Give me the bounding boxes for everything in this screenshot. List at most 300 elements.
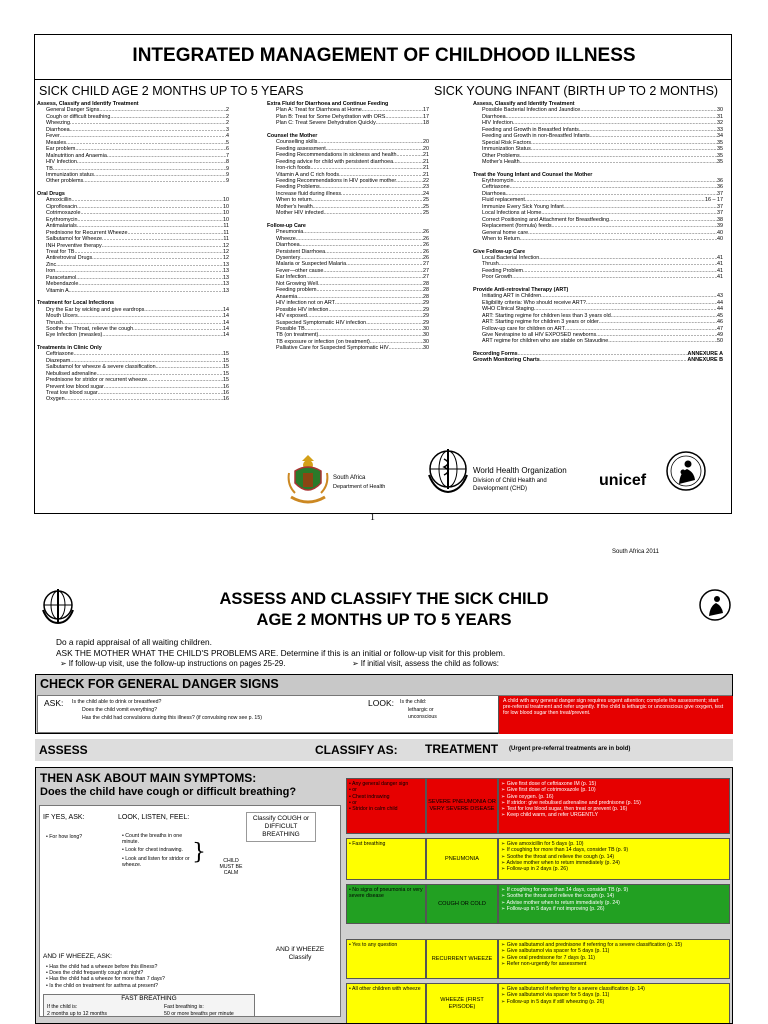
toc-page-ref: 2: [226, 120, 229, 127]
toc-entry-title: Thrush: [46, 319, 63, 326]
toc-page-ref: 13: [223, 274, 229, 281]
toc-page-ref: 30: [423, 338, 429, 345]
toc-entry-title: Wheezing: [46, 120, 70, 127]
header-treatment: TREATMENT: [425, 742, 499, 756]
toc-page-ref: 13: [223, 268, 229, 275]
danger-look-label: LOOK:: [368, 698, 394, 708]
toc-entry-title: INH Preventive therapy: [46, 242, 102, 249]
toc-page-ref: 5: [226, 139, 229, 146]
who-label-2: Division of Child Health and: [473, 478, 547, 484]
toc-group-heading: Treat the Young Infant and Counsel the Mother: [473, 171, 593, 178]
toc-entry-title: Iron: [46, 268, 56, 275]
toc-entry-title: Vitamin A: [46, 287, 69, 294]
toc-entry-title: Wheeze: [276, 235, 296, 242]
danger-signs-body: [37, 695, 732, 733]
toc-page-ref: 31: [717, 113, 723, 120]
toc-page-ref: 17: [423, 107, 429, 114]
toc-page-ref: 26: [423, 254, 429, 261]
danger-look-3: unconscious: [408, 714, 437, 720]
toc-page-ref: 44: [717, 306, 723, 313]
toc-entry-title: Diarrhoea: [276, 242, 300, 249]
assess-title-line-1: ASSESS AND CLASSIFY THE SICK CHILD: [219, 590, 549, 608]
toc-page-ref: 49: [717, 331, 723, 338]
toc-page-ref: 41: [717, 261, 723, 268]
toc-page-ref: 4: [226, 133, 229, 140]
toc-page-ref: 13: [223, 287, 229, 294]
toc-page-ref: 24: [423, 190, 429, 197]
treatment-cell: [498, 983, 730, 1024]
toc-page-ref: 26: [423, 248, 429, 255]
toc-page-ref: ANNEXURE B: [687, 357, 723, 364]
toc-page-ref: 26: [423, 235, 429, 242]
footer-text: South Africa 2011: [612, 549, 659, 555]
toc-entry-title: Diazepam: [46, 357, 71, 364]
toc-page-ref: 9: [226, 171, 229, 178]
toc-entry-title: Fluid replacement: [482, 197, 525, 204]
toc-group-heading: Extra Fluid for Diarrhoea and Continue Feeding: [267, 101, 389, 107]
toc-entry-title: Measles: [46, 139, 67, 146]
toc-page-ref: 14: [223, 325, 229, 332]
toc-entry: [473, 274, 723, 280]
toc-page-ref: 32: [717, 120, 723, 127]
toc-entry-title: Prednisone for stridor or recurrent wheeze: [46, 377, 147, 384]
toc-leader-dots: [389, 345, 423, 351]
toc-page-ref: 46: [717, 319, 723, 326]
toc-page-ref: 13: [223, 281, 229, 288]
toc-entry: [473, 236, 723, 242]
intro-line-3b: ➢ If initial visit, assess the child as follows:: [352, 659, 499, 668]
toc-group-heading: Provide Anti-retroviral Therapy (ART): [473, 286, 569, 293]
toc-entry-title: HIV Infection: [482, 120, 513, 127]
toc-entry-title: HIV exposed: [276, 313, 307, 320]
toc-page-ref: 25: [423, 203, 429, 210]
toc-leader-dots: [512, 274, 717, 280]
toc-entry-title: Treat low blood sugar: [46, 390, 98, 397]
toc-page-ref: 28: [423, 287, 429, 294]
sign-item: • or: [349, 787, 423, 793]
toc-entry-title: Ear Infection: [276, 274, 307, 281]
toc-entry-title: Mother HIV infected: [276, 210, 324, 217]
toc-page-ref: 41: [717, 254, 723, 261]
toc-leader-dots: [324, 210, 423, 216]
fast-c2a: Fast breathing is:: [164, 1004, 204, 1010]
toc-entry-title: Vitamin A and C rich foods: [276, 171, 340, 178]
toc-page-ref: 20: [423, 145, 429, 152]
toc-page-ref: 33: [717, 126, 723, 133]
toc-page-ref: 15: [223, 357, 229, 364]
sign-item: • No signs of pneumonia or very severe disease: [349, 887, 423, 900]
toc-entry-title: Correct Positioning and Attachment for Breastfeeding: [482, 216, 610, 223]
toc-page-ref: 27: [423, 267, 429, 274]
toc-column-1: [37, 101, 229, 403]
toc-entry-title: Dry the Ear by wicking and give eardrops: [46, 306, 145, 313]
danger-signs-box: [35, 674, 733, 734]
toc-page-ref: 9: [226, 178, 229, 185]
toc-column-2: [267, 101, 429, 352]
treatment-item: ➢ Refer non-urgently for assessment: [501, 961, 727, 967]
toc-page-ref: 10: [223, 197, 229, 204]
toc-entry-title: ART: Starting regime for children less than 3 years old: [482, 312, 611, 319]
toc-page-ref: 37: [717, 190, 723, 197]
treatment-cell: [498, 884, 730, 924]
toc-entry-title: TB exposure or infection (on treatment): [276, 338, 370, 345]
toc-page-ref: 44: [717, 299, 723, 306]
toc-page-ref: 13: [223, 261, 229, 268]
toc-entry-title: Treat for TB: [46, 248, 75, 255]
treatment-cell: [498, 778, 730, 834]
classification-cell: SEVERE PNEUMONIA OR VERY SEVERE DISEASE: [426, 778, 498, 834]
toc-page-ref: 35: [717, 152, 723, 159]
look-item: • Count the breaths in one minute.: [122, 833, 192, 845]
toc-entry-title: Feeding Recommendations in sickness and health: [276, 152, 397, 159]
fast-breathing-title: FAST BREATHING: [121, 995, 177, 1002]
toc-entry-title: Cotrimoxazole: [46, 210, 81, 217]
toc-page-ref: 25: [423, 210, 429, 217]
toc-page-ref: 8: [226, 159, 229, 166]
toc-page-ref: 30: [423, 325, 429, 332]
toc-entry-title: Not Growing Well: [276, 280, 318, 287]
toc-page-ref: 15: [223, 377, 229, 384]
toc-entry-title: Persistent Diarrhoea: [276, 248, 326, 255]
treatment-item: ➢ Give salbutamol and prednisone if referring for a severe classification (p. 15): [501, 942, 727, 948]
treatment-item: ➢ Soothe the throat and relieve the cough (p. 14): [501, 893, 727, 899]
toc-group-heading: Treatment for Local Infections: [37, 300, 114, 307]
toc-entry-title: General Danger Signs: [46, 107, 100, 114]
page-title: INTEGRATED MANAGEMENT OF CHILDHOOD ILLNESS: [132, 45, 636, 66]
toc-entry: [473, 338, 723, 344]
sign-item: • Fast breathing: [349, 841, 423, 847]
toc-entry-title: Paracetamol: [46, 274, 77, 281]
who-label-3: Development (CHD): [473, 486, 528, 492]
look-item: • Look and listen for stridor or wheeze.: [122, 856, 192, 868]
toc-page-ref: 29: [423, 306, 429, 313]
toc-entry-title: Diarrhoea: [482, 113, 506, 120]
toc-page-ref: 16 – 17: [705, 197, 723, 204]
toc-entry-title: Local Bacterial Infection: [482, 254, 540, 261]
toc-entry: [267, 120, 429, 126]
toc-page-ref: 28: [423, 280, 429, 287]
signs-cell: [346, 939, 426, 979]
toc-entry-title: Diarrhoea: [46, 126, 70, 133]
toc-page-ref: 29: [423, 300, 429, 307]
toc-entry: [473, 357, 723, 363]
toc-group-heading: Treatments in Clinic Only: [37, 344, 102, 351]
sign-item: • Any general danger sign: [349, 781, 423, 787]
treatment-item: ➢ If stridor: give nebulised adrenaline and prednisone (p. 15): [501, 800, 727, 806]
toc-column-3: [473, 101, 723, 364]
toc-entry-title: Suspected Symptomatic HIV infection: [276, 319, 367, 326]
toc-page-ref: 15: [223, 370, 229, 377]
danger-signs-heading: CHECK FOR GENERAL DANGER SIGNS: [40, 677, 279, 691]
toc-entry-title: Feeding problem: [276, 287, 317, 294]
if-wheeze-label: AND IF WHEEZE, ASK:: [43, 953, 112, 960]
toc-leader-dots: [65, 396, 223, 402]
toc-page-ref: 12: [223, 255, 229, 262]
toc-page-ref: 35: [717, 146, 723, 153]
toc-entry-title: General home care: [482, 229, 529, 236]
treatment-item: ➢ Soothe the throat and relieve the cough (p. 14): [501, 854, 727, 860]
toc-entry-title: Prevent low blood sugar: [46, 383, 104, 390]
toc-page-ref: 15: [223, 364, 229, 371]
toc-entry: [37, 178, 229, 184]
treatment-item: ➢ Give first dose of ceftriaxone IM (p. 15): [501, 781, 727, 787]
divider: [35, 79, 732, 80]
toc-page-ref: 15: [223, 351, 229, 358]
toc-entry: [473, 159, 723, 165]
toc-entry-title: Increase fluid during illness: [276, 190, 342, 197]
toc-entry-title: Possible HIV infection: [276, 306, 329, 313]
toc-page-ref: 35: [717, 159, 723, 166]
toc-entry-title: Other problems: [46, 178, 84, 185]
toc-group-heading: Give Follow-up Care: [473, 248, 526, 255]
cough-question: Does the child have cough or difficult breathing?: [40, 786, 297, 798]
toc-page-ref: 14: [223, 319, 229, 326]
treatment-item: ➢ Advise mother when to return immediately (p. 24): [501, 900, 727, 906]
toc-entry-title: Fever: [46, 133, 60, 140]
danger-look-1: Is the child:: [400, 699, 427, 705]
toc-entry-title: Growth Monitoring Charts: [473, 357, 540, 364]
toc-page-ref: 25: [423, 197, 429, 204]
toc-page-ref: 40: [717, 236, 723, 243]
toc-group-heading: Assess, Classify and Identify Treatment: [37, 101, 139, 107]
toc-entry-title: Ear problem: [46, 146, 76, 153]
treatment-item: ➢ Follow-up in 2 days (p. 26): [501, 866, 727, 872]
toc-entry-title: When to Return: [482, 236, 520, 243]
toc-page-ref: 29: [423, 319, 429, 326]
danger-question-2: Does the child vomit everything?: [82, 707, 157, 713]
treatment-item: ➢ Keep child warm, and refer URGENTLY: [501, 812, 727, 818]
toc-page-ref: 14: [223, 306, 229, 313]
toc-leader-dots: [540, 357, 688, 363]
toc-entry-title: Plan C: Treat Severe Dehydration Quickly: [276, 120, 376, 127]
toc-entry-title: Erythromycin: [46, 216, 78, 223]
toc-page-ref: 50: [717, 338, 723, 345]
fast-c1a: If the child is:: [47, 1004, 78, 1010]
toc-page-ref: 9: [226, 165, 229, 172]
toc-entry: [37, 396, 229, 402]
header-treatment-note: (Urgent pre-referral treatments are in bold): [509, 746, 631, 752]
toc-page-ref: 36: [717, 177, 723, 184]
toc-page-ref: 28: [423, 293, 429, 300]
fast-breathing-box: [43, 994, 255, 1017]
toc-page-ref: 17: [423, 113, 429, 120]
toc-entry-title: Mother's health: [276, 203, 313, 210]
look-item: • Look for chest indrawing.: [122, 847, 192, 853]
toc-page-ref: ANNEXURE A: [687, 350, 723, 357]
toc-page-ref: 39: [717, 223, 723, 230]
toc-entry-title: Prednisone for Recurrent Wheeze: [46, 229, 128, 236]
toc-entry-title: Ceftriaxone: [482, 184, 510, 191]
calm-note: CHILD MUST BE CALM: [219, 858, 243, 877]
toc-page-ref: 21: [423, 171, 429, 178]
treatment-item: ➢ Give salbutamol if referring for a severe classification (p. 14): [501, 986, 727, 992]
toc-page-ref: 26: [423, 229, 429, 236]
toc-page-ref: 36: [717, 184, 723, 191]
toc-page-ref: 10: [223, 216, 229, 223]
toc-entry-title: Feeding Problem: [482, 267, 524, 274]
toc-leader-dots: [69, 288, 223, 294]
toc-entry-title: Other Problems: [482, 152, 520, 159]
toc-entry-title: Possible Bacterial Infection and Jaundice: [482, 107, 581, 114]
toc-page-ref: 41: [717, 274, 723, 281]
sign-item: • Chest indrawing: [349, 794, 423, 800]
treatment-item: ➢ Give oxygen. (p. 16): [501, 794, 727, 800]
toc-page-ref: 14: [223, 313, 229, 320]
sa-label-1: South Africa: [333, 475, 366, 481]
contents-page: [34, 34, 732, 514]
main-symptoms-heading: THEN ASK ABOUT MAIN SYMPTOMS:: [40, 771, 257, 785]
header-classify: CLASSIFY AS:: [315, 743, 398, 757]
toc-page-ref: 11: [223, 229, 229, 236]
toc-entry-title: TB: [46, 165, 53, 172]
toc-entry-title: Anaemia: [276, 293, 298, 300]
toc-page-ref: 14: [223, 332, 229, 339]
toc-page-ref: 35: [717, 139, 723, 146]
toc-page-ref: 10: [223, 203, 229, 210]
toc-page-ref: 3: [226, 126, 229, 133]
toc-page-ref: 30: [423, 332, 429, 339]
classification-cell: COUGH OR COLD: [426, 884, 498, 924]
treatment-item: ➢ Follow-up in 5 days if still wheezing (p. 26): [501, 999, 727, 1005]
toc-page-ref: 20: [423, 139, 429, 146]
toc-leader-dots: [83, 178, 226, 184]
toc-entry-title: Counselling skills: [276, 139, 318, 146]
toc-entry-title: Recording Forms: [473, 350, 518, 357]
wheeze-question: • Has the child had a wheeze for more than 7 days?: [46, 976, 266, 982]
wheeze-question: • Has the child had a wheeze before this illness?: [46, 964, 266, 970]
toc-page-ref: 22: [423, 177, 429, 184]
toc-page-ref: 30: [423, 345, 429, 352]
toc-page-ref: 29: [423, 313, 429, 320]
toc-page-ref: 18: [423, 120, 429, 127]
sign-item: • Yes to any question: [349, 942, 423, 948]
toc-entry-title: Salbutamol for wheeze & severe classification: [46, 364, 156, 371]
toc-group-heading: Assess, Classify and Identify Treatment: [473, 101, 575, 107]
column-header-bar: [35, 739, 733, 761]
look-list: [122, 833, 192, 870]
toc-entry-title: Zinc: [46, 261, 57, 268]
toc-entry-title: Salbutamol for Wheeze: [46, 236, 103, 243]
toc-entry-title: Ciprofloxacin: [46, 203, 78, 210]
toc-entry-title: Immunize Every Sick Young Infant: [482, 203, 564, 210]
assess-box: [39, 805, 341, 1017]
unicef-wordmark: unicef: [599, 472, 647, 489]
toc-entry-title: Follow-up care for children on ART: [482, 325, 565, 332]
toc-page-ref: 16: [223, 396, 229, 403]
treatment-cell: [498, 939, 730, 979]
toc-page-ref: 27: [423, 261, 429, 268]
toc-page-ref: 7: [226, 152, 229, 159]
toc-page-ref: 23: [423, 184, 429, 191]
toc-page-ref: 16: [223, 390, 229, 397]
toc-page-ref: 12: [223, 248, 229, 255]
classification-cell: RECURRENT WHEEZE: [426, 939, 498, 979]
toc-page-ref: 21: [423, 152, 429, 159]
signs-cell: [346, 778, 426, 834]
toc-group-heading: Oral Drugs: [37, 190, 65, 197]
toc-page-ref: 27: [423, 274, 429, 281]
danger-question-1: Is the child able to drink or breastfeed?: [72, 699, 162, 705]
toc-entry-title: HIV infection not on ART: [276, 300, 335, 307]
toc-page-ref: 12: [223, 242, 229, 249]
toc-entry-title: Feeding advice for child with persistent diarrhoea: [276, 158, 394, 165]
toc-entry-title: Mouth Ulcers: [46, 313, 78, 320]
intro-line-2: ASK THE MOTHER WHAT THE CHILD'S PROBLEMS ARE. Determine if this is an initial or follow-up visit for this problem.: [56, 648, 506, 658]
toc-page-ref: 37: [717, 203, 723, 210]
fast-c1b: 2 months up to 12 months: [47, 1011, 107, 1017]
toc-entry-title: Erythromycin: [482, 177, 514, 184]
toc-entry-title: Pneumonia: [276, 229, 304, 236]
toc-entry-title: HIV Infection: [46, 159, 77, 166]
main-symptoms-panel: [35, 767, 733, 1024]
toc-leader-dots: [520, 236, 717, 242]
toc-page-ref: 41: [717, 267, 723, 274]
toc-entry-title: Possible TB: [276, 325, 305, 332]
toc-entry-title: Antimalarials: [46, 223, 77, 230]
toc-entry-title: Plan A: Treat for Diarrhoea at Home: [276, 107, 362, 114]
toc-entry-title: Cough or difficult breathing: [46, 113, 111, 120]
toc-entry-title: Local Infections at Home: [482, 210, 542, 217]
look-listen-label: LOOK, LISTEN, FEEL:: [118, 814, 190, 821]
toc-leader-dots: [102, 332, 223, 338]
wheeze-questions: [46, 964, 266, 989]
toc-page-ref: 2: [226, 107, 229, 114]
page-number: 1: [370, 512, 375, 523]
toc-page-ref: 38: [717, 216, 723, 223]
classification-cell: WHEEZE (FIRST EPISODE): [426, 983, 498, 1024]
toc-entry-title: ART: Starting regime for children 3 years or older: [482, 319, 599, 326]
toc-entry-title: Replacement (formula) feeds: [482, 223, 552, 230]
danger-look-2: lethargic or: [408, 707, 434, 713]
toc-leader-dots: [520, 159, 717, 165]
sign-item: • Stridor in calm child: [349, 806, 423, 812]
toc-entry-title: WHO Clinical Staging: [482, 306, 534, 313]
who-label-1: World Health Organization: [473, 466, 567, 475]
toc-leader-dots: [608, 338, 717, 344]
toc-entry-title: Feeding Problems: [276, 184, 320, 191]
classify-wheeze-label: AND if WHEEZE Classify: [275, 946, 325, 961]
toc-page-ref: 11: [223, 223, 229, 230]
toc-page-ref: 2: [226, 113, 229, 120]
brace: }: [192, 840, 206, 865]
toc-entry-title: Soothe the Throat, relieve the cough: [46, 325, 134, 332]
toc-entry: [267, 210, 429, 216]
if-yes-label: IF YES, ASK:: [43, 814, 85, 821]
toc-page-ref: 47: [717, 325, 723, 332]
toc-entry: [37, 332, 229, 338]
toc-page-ref: 40: [717, 229, 723, 236]
how-long-question: • For how long?: [46, 834, 83, 840]
treatment-item: ➢ Test for low blood sugar, then treat or prevent (p. 16): [501, 806, 727, 812]
assess-title-line-2: AGE 2 MONTHS UP TO 5 YEARS: [256, 611, 512, 629]
toc-page-ref: 10: [223, 210, 229, 217]
toc-entry-title: Mother's Health: [482, 159, 520, 166]
sign-item: • All other children with wheeze: [349, 986, 423, 992]
signs-cell: [346, 838, 426, 880]
toc-page-ref: 11: [223, 236, 229, 243]
sa-label-2: Department of Health: [333, 484, 386, 490]
treatment-item: ➢ Give salbutamol via spacer for 5 days (p. 11): [501, 992, 727, 998]
toc-page-ref: 30: [717, 107, 723, 114]
toc-entry-title: Feeding and Growth in Breastfed Infants: [482, 126, 579, 133]
toc-entry-title: Malaria or Suspected Malaria: [276, 261, 347, 268]
danger-ask-label: ASK:: [44, 698, 64, 708]
toc-group-heading: Counsel the Mother: [267, 132, 318, 139]
treatment-item: ➢ Give salbutamol via spacer for 5 days (p. 11): [501, 948, 727, 954]
toc-entry-title: Ceftriaxone: [46, 351, 74, 358]
toc-entry-title: Nebulised adrenaline: [46, 370, 97, 377]
signs-cell: [346, 983, 426, 1024]
